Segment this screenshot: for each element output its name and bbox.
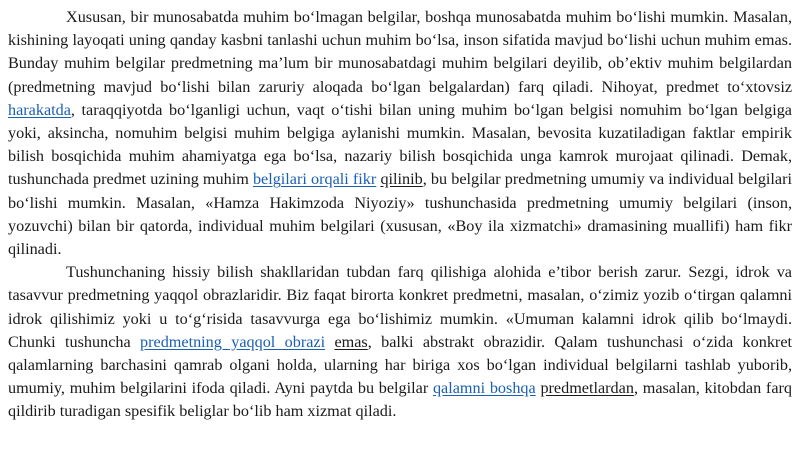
text-span: , taraqqiyotda bo‘lganligi uchun, vaqt o‘tishi bilan uning muhim bo‘lgan belgisi nomuhim bo‘lgan belgiga yoki, aksincha, nomuhim belgisi muhim belgiga aylanishi mumkin. Masalan, bevosita kuzatiladigan faktlar empirik bilish bosqichida muhim ahamiyatga ega bo‘lsa, nazariy bilish bosqichida unga kamrok murojaat qilinadi. Demak, tushunchada predmet uzining muhim	[8, 100, 792, 189]
underlined-word-predmetlardan: predmetlardan	[540, 379, 634, 398]
paragraph-2	[8, 261, 792, 423]
text-span: Tushunchaning hissiy bilish shakllaridan tubdan farq qilishiga alohida e’tibor berish zarur. Sezgi, idrok va tasavvur predmetning yaqqol obrazlaridir. Biz faqat birorta konkret predmetni, masalan, o‘zimiz yozib o‘tirgan qalamni idrok qilishimiz yoki u to‘g‘risida tasavvurga ega bo‘lishimiz mumkin. «Umuman kalamni idrok qilib bo‘lmaydi. Chunki tushuncha	[8, 263, 792, 351]
link-qalamni-boshqa[interactable]: qalamni boshqa	[432, 379, 536, 398]
text-span: , balki abstrakt obrazidir. Qalam tushunchasi o‘zida konkret qalamlarning barchasini qamrab olgani holda, ularning har biriga xos bo‘lgan individual belgilarni tashlab yuborib, umumiy, muhim belgilarini ifoda qiladi. Ayni paytda bu belgilar	[8, 332, 792, 398]
link-harakatda[interactable]: harakatda	[8, 100, 71, 119]
text-span: , bu belgilar predmetning umumiy va individual belgilari bo‘lishi mumkin. Masalan, «Hamza Hakimzoda Niyoziy» tushunchasida predmetning umumiy belgilari (inson, yozuvchi) bilan bir qatorda, individual muhim belgilari (xususan, «Boy ila xizmatchi» dramasining muallifi) ham fikr qilinadi.	[8, 170, 793, 259]
text-span: Xususan, bir munosabatda muhim bo‘lmagan belgilar, boshqa munosabatda muhim bo‘lishi mumkin. Masalan, kishining layoqati uning qanday kasbni tanlashi uchun muhim bo‘lsa, inson sifatida mavjud bo‘lishi uchun muhim emas. Bunday muhim belgilar predmetning ma’lum bir munosabatdagi muhim belgilari deyilib, ob’ektiv muhim belgilardan (predmetning mavjud bo‘lishi bilan zaruriy aloqada bo‘lgan belgalardan) farq qiladi. Nihoyat, predmet to‘xtovsiz	[8, 8, 792, 96]
link-belgilari-orqali-fikr[interactable]: belgilari orqali fikr	[252, 170, 377, 189]
link-predmetning-yaqqol-obrazi[interactable]: predmetning yaqqol obrazi	[140, 332, 326, 351]
paragraph-1	[8, 6, 792, 261]
underlined-word-qilinib: qilinib	[380, 170, 423, 189]
text-span: , masalan, kitobdan farq qildirib turadigan spesifik beliglar bo‘lib ham xizmat qiladi.	[8, 379, 792, 421]
underlined-word-emas: emas	[334, 332, 368, 351]
